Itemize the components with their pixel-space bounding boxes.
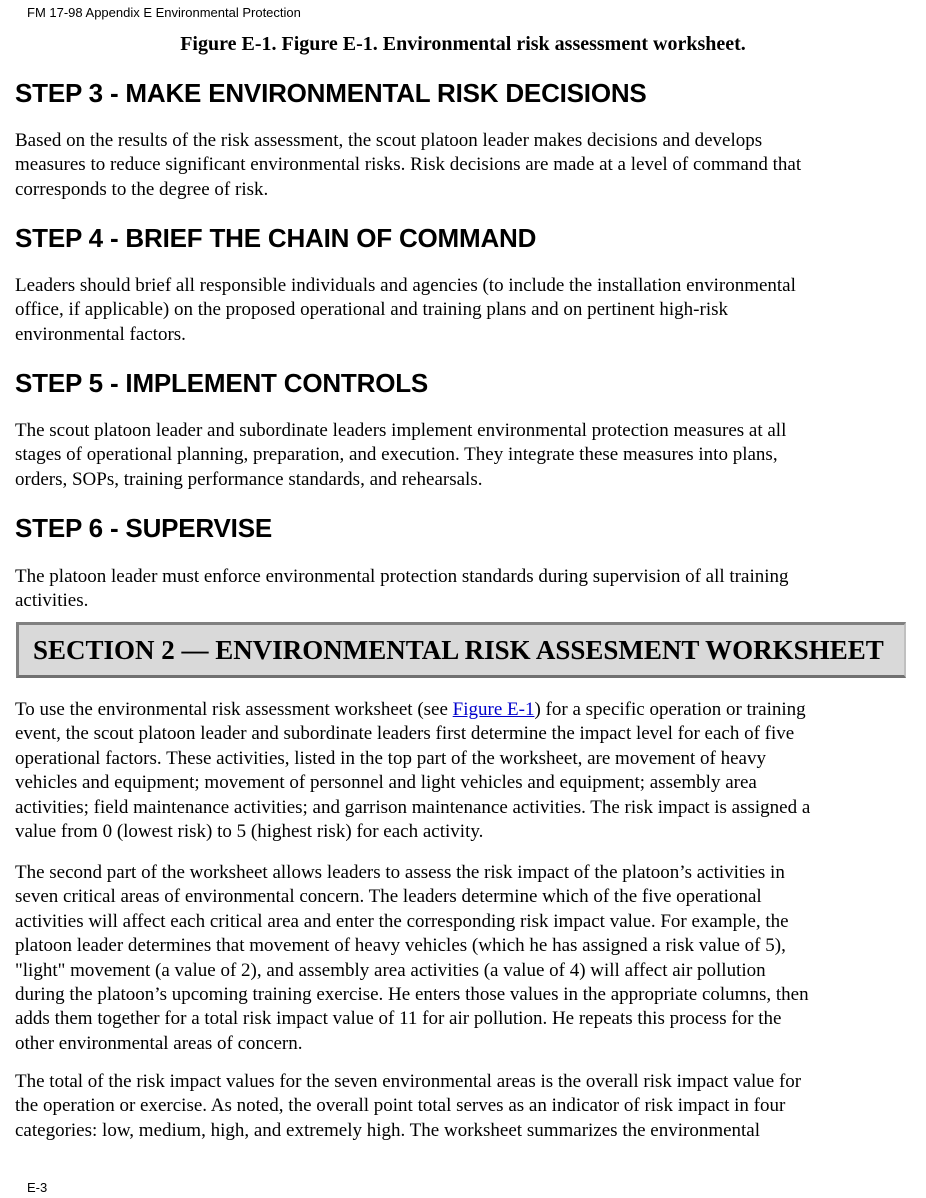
text-line: Based on the results of the risk assessment, the scout platoon leader makes decisions and develops bbox=[15, 130, 763, 151]
text-line: "light" movement (a value of 2), and assembly area activities (a value of 4) will affect air pollution bbox=[15, 959, 766, 981]
text-line: The scout platoon leader and subordinate leaders implement environmental protection measures at all bbox=[15, 420, 787, 441]
text-line: event, the scout platoon leader and subordinate leaders first determine the impact level for each of five bbox=[15, 723, 795, 745]
text-line: platoon leader determines that movement of heavy vehicles (which he has assigned a risk value of 5), bbox=[15, 935, 786, 957]
step-4-paragraph bbox=[15, 274, 915, 347]
text-line: environmental factors. bbox=[15, 323, 186, 345]
page-number: E-3 bbox=[27, 1180, 48, 1195]
text-line: activities will affect each critical area and enter the corresponding risk impact value. For example, the bbox=[15, 910, 789, 932]
text-line: value from 0 (lowest risk) to 5 (highest risk) for each activity. bbox=[15, 821, 484, 843]
text-line: The total of the risk impact values for the seven environmental areas is the overall risk impact value for bbox=[15, 1071, 802, 1092]
text-line: during the platoon’s upcoming training exercise. He enters those values in the appropriate columns, then bbox=[15, 984, 809, 1006]
text-line: The second part of the worksheet allows leaders to assess the risk impact of the platoon’s activities in bbox=[15, 862, 785, 883]
step-3-heading: STEP 3 - MAKE ENVIRONMENTAL RISK DECISIONS bbox=[15, 78, 647, 108]
text-line: activities; field maintenance activities; and garrison maintenance activities. The risk impact is assigned a bbox=[15, 796, 811, 818]
figure-e-1-link[interactable]: Figure E-1 bbox=[452, 699, 535, 720]
step-5-heading: STEP 5 - IMPLEMENT CONTROLS bbox=[15, 368, 429, 398]
text-line bbox=[15, 698, 915, 722]
text-line: The platoon leader must enforce environmental protection standards during supervision of all training bbox=[15, 566, 789, 587]
text-line: categories: low, medium, high, and extremely high. The worksheet summarizes the environmental bbox=[15, 1119, 761, 1141]
step-3-paragraph bbox=[15, 129, 915, 202]
figure-title: Figure E-1. Figure E-1. Environmental risk assessment worksheet. bbox=[180, 33, 746, 55]
text-line: seven critical areas of environmental concern. The leaders determine which of the five operational bbox=[15, 886, 762, 908]
running-header: FM 17-98 Appendix E Environmental Protection bbox=[27, 5, 301, 20]
text-line: vehicles and equipment; movement of personnel and light vehicles and equipment; assembly area bbox=[15, 772, 757, 794]
text-line: stages of operational planning, preparation, and execution. They integrate these measures into plans, bbox=[15, 444, 778, 466]
text-line: other environmental areas of concern. bbox=[15, 1032, 303, 1054]
text-line: measures to reduce significant environmental risks. Risk decisions are made at a level of command that bbox=[15, 154, 802, 176]
text-fragment: To use the environmental risk assessment worksheet (see bbox=[15, 699, 453, 720]
section-2-title: SECTION 2 — ENVIRONMENTAL RISK ASSESMENT WORKSHEET bbox=[33, 635, 884, 665]
step-6-heading: STEP 6 - SUPERVISE bbox=[15, 513, 272, 543]
text-line: activities. bbox=[15, 590, 89, 612]
text-line: adds them together for a total risk impact value of 11 for air pollution. He repeats this process for the bbox=[15, 1008, 782, 1030]
text-line: corresponds to the degree of risk. bbox=[15, 178, 269, 200]
section-2-banner bbox=[16, 622, 906, 678]
text-fragment: ) for a specific operation or training bbox=[534, 699, 806, 720]
text-line: office, if applicable) on the proposed operational and training plans and on pertinent high-risk bbox=[15, 299, 728, 321]
step-4-heading: STEP 4 - BRIEF THE CHAIN OF COMMAND bbox=[15, 223, 537, 253]
step-5-paragraph bbox=[15, 419, 915, 492]
section-paragraph-3 bbox=[15, 1070, 915, 1143]
text-line: operational factors. These activities, listed in the top part of the worksheet, are movement of heavy bbox=[15, 747, 766, 769]
text-line: orders, SOPs, training performance standards, and rehearsals. bbox=[15, 468, 483, 490]
section-paragraph-1 bbox=[15, 698, 915, 844]
step-6-paragraph bbox=[15, 565, 915, 614]
text-line: Leaders should brief all responsible individuals and agencies (to include the installation environmental bbox=[15, 275, 796, 296]
text-line: the operation or exercise. As noted, the overall point total serves as an indicator of risk impact in four bbox=[15, 1095, 786, 1117]
section-paragraph-2 bbox=[15, 861, 915, 1056]
